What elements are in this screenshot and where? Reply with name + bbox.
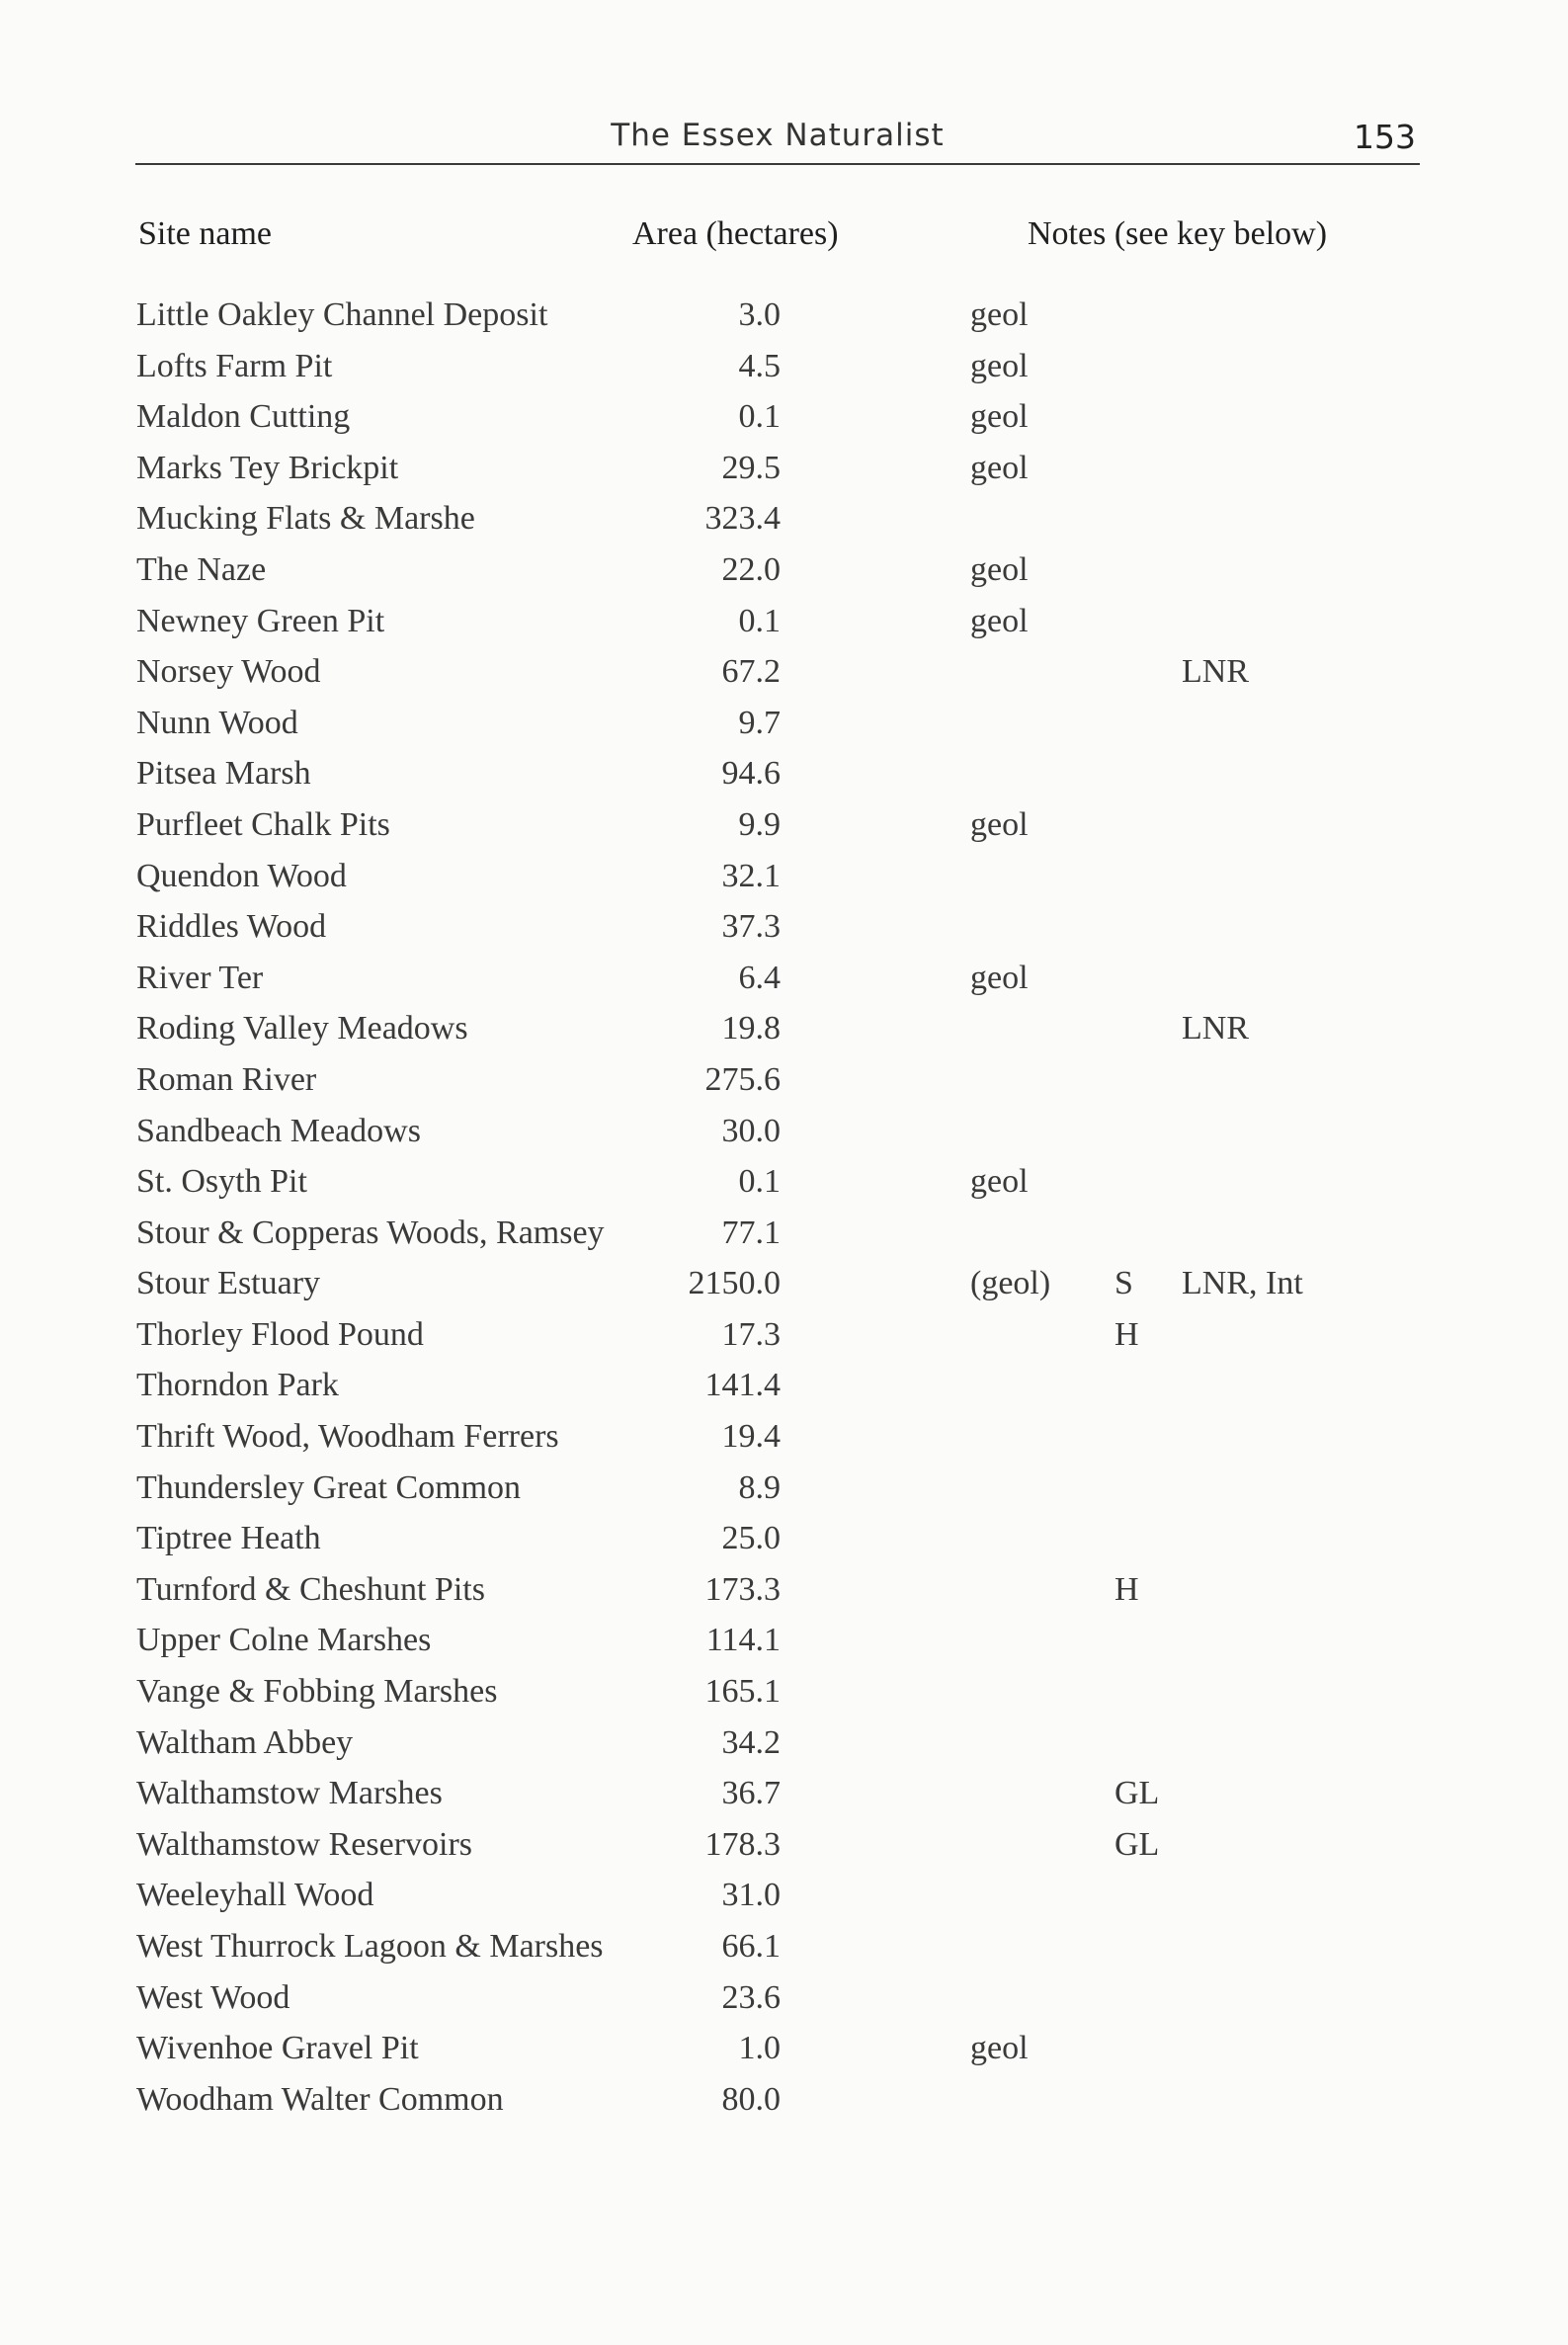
area-cell: 6.4 [738,959,781,996]
site-name-cell: West Thurrock Lagoon & Marshes [136,1928,604,1965]
area-cell: 34.2 [721,1723,781,1761]
site-name-cell: Little Oakley Channel Deposit [136,296,548,333]
area-cell: 30.0 [721,1112,781,1149]
table-row [0,1367,1568,1418]
area-cell: 22.0 [721,550,781,588]
table-row [0,2081,1568,2133]
geology-note-cell: geol [970,602,1029,639]
table-row [0,1316,1568,1368]
table-row [0,1826,1568,1878]
habitat-note-cell: H [1114,1315,1139,1353]
table-row [0,348,1568,399]
table-row [0,500,1568,551]
geology-note-cell: (geol) [970,1265,1051,1302]
area-cell: 23.6 [721,1978,781,2016]
area-cell: 77.1 [721,1214,781,1251]
site-name-cell: Wivenhoe Gravel Pit [136,2030,419,2067]
geology-note-cell: geol [970,1163,1029,1201]
site-table [0,296,1568,2132]
column-header-site-name: Site name [138,215,273,252]
site-name-cell: Upper Colne Marshes [136,1622,432,1659]
area-cell: 173.3 [704,1570,781,1608]
table-row [0,1622,1568,1673]
site-name-cell: Woodham Walter Common [136,2080,504,2118]
area-cell: 29.5 [721,449,781,486]
designation-note-cell: LNR [1182,1010,1249,1047]
area-cell: 0.1 [738,398,781,436]
journal-title: The Essex Naturalist [611,118,945,153]
table-row [0,653,1568,705]
site-name-cell: St. Osyth Pit [136,1163,307,1201]
area-cell: 25.0 [721,1520,781,1557]
site-name-cell: Quendon Wood [136,857,347,894]
table-row [0,705,1568,756]
site-name-cell: Marks Tey Brickpit [136,449,399,486]
habitat-note-cell: S [1114,1265,1133,1302]
table-row [0,1214,1568,1266]
area-cell: 31.0 [721,1877,781,1914]
site-name-cell: Pitsea Marsh [136,755,311,793]
site-name-cell: Stour & Copperas Woods, Ramsey [136,1214,605,1251]
area-cell: 17.3 [721,1315,781,1353]
site-name-cell: Turnford & Cheshunt Pits [136,1570,485,1608]
area-cell: 0.1 [738,602,781,639]
area-cell: 9.7 [738,704,781,741]
area-cell: 66.1 [721,1928,781,1965]
site-name-cell: Purfleet Chalk Pits [136,805,390,843]
area-cell: 32.1 [721,857,781,894]
site-name-cell: The Naze [136,550,267,588]
table-row [0,960,1568,1011]
area-cell: 36.7 [721,1775,781,1812]
area-cell: 80.0 [721,2080,781,2118]
table-row [0,1469,1568,1521]
site-name-cell: Thorndon Park [136,1367,339,1404]
table-row [0,398,1568,450]
area-cell: 67.2 [721,653,781,691]
area-cell: 3.0 [738,296,781,333]
geology-note-cell: geol [970,347,1029,384]
site-name-cell: Walthamstow Marshes [136,1775,443,1812]
table-row [0,296,1568,348]
area-cell: 165.1 [704,1673,781,1711]
site-name-cell: Thorley Flood Pound [136,1315,424,1353]
geology-note-cell: geol [970,398,1029,436]
table-row [0,1010,1568,1061]
table-row [0,1724,1568,1776]
site-name-cell: Riddles Wood [136,908,327,946]
table-row [0,1928,1568,1979]
site-name-cell: Waltham Abbey [136,1723,354,1761]
page-number: 153 [1354,118,1416,156]
table-row [0,1571,1568,1623]
area-cell: 141.4 [704,1367,781,1404]
designation-note-cell: LNR, Int [1182,1265,1303,1302]
site-name-cell: Tiptree Heath [136,1520,321,1557]
area-cell: 19.4 [721,1418,781,1456]
column-header-area: Area (hectares) [632,215,839,252]
area-cell: 9.9 [738,805,781,843]
site-name-cell: Weeleyhall Wood [136,1877,374,1914]
site-name-cell: Mucking Flats & Marshe [136,500,475,538]
geology-note-cell: geol [970,550,1029,588]
site-name-cell: Thrift Wood, Woodham Ferrers [136,1418,559,1456]
designation-note-cell: LNR [1182,653,1249,691]
table-row [0,1113,1568,1164]
table-row [0,858,1568,909]
table-row [0,1163,1568,1214]
area-cell: 323.4 [704,500,781,538]
table-row [0,551,1568,603]
area-cell: 2150.0 [688,1265,781,1302]
site-name-cell: Maldon Cutting [136,398,351,436]
table-row [0,1775,1568,1826]
site-name-cell: Thundersley Great Common [136,1468,522,1506]
table-row [0,1418,1568,1469]
site-name-cell: Newney Green Pit [136,602,385,639]
table-row [0,1979,1568,2031]
area-cell: 19.8 [721,1010,781,1047]
table-row [0,1265,1568,1316]
table-row [0,1673,1568,1724]
running-header [135,114,1420,165]
column-header-notes: Notes (see key below) [1028,215,1328,252]
area-cell: 178.3 [704,1825,781,1863]
geology-note-cell: geol [970,296,1029,333]
area-cell: 8.9 [738,1468,781,1506]
site-name-cell: River Ter [136,959,264,996]
area-cell: 37.3 [721,908,781,946]
site-name-cell: Lofts Farm Pit [136,347,333,384]
table-row [0,755,1568,806]
area-cell: 4.5 [738,347,781,384]
area-cell: 275.6 [704,1060,781,1098]
site-name-cell: Nunn Wood [136,704,298,741]
geology-note-cell: geol [970,805,1029,843]
table-row [0,450,1568,501]
habitat-note-cell: GL [1114,1775,1160,1812]
habitat-note-cell: GL [1114,1825,1160,1863]
area-cell: 1.0 [738,2030,781,2067]
site-name-cell: West Wood [136,1978,290,2016]
table-row [0,1877,1568,1928]
habitat-note-cell: H [1114,1570,1139,1608]
table-row [0,908,1568,960]
area-cell: 0.1 [738,1163,781,1201]
area-cell: 114.1 [705,1622,781,1659]
area-cell: 94.6 [721,755,781,793]
table-row [0,1061,1568,1113]
geology-note-cell: geol [970,959,1029,996]
site-name-cell: Sandbeach Meadows [136,1112,421,1149]
table-row [0,806,1568,858]
site-name-cell: Norsey Wood [136,653,321,691]
site-name-cell: Walthamstow Reservoirs [136,1825,473,1863]
site-name-cell: Roding Valley Meadows [136,1010,468,1047]
site-name-cell: Vange & Fobbing Marshes [136,1673,498,1711]
site-name-cell: Stour Estuary [136,1265,321,1302]
table-row [0,2030,1568,2081]
geology-note-cell: geol [970,449,1029,486]
table-row [0,603,1568,654]
geology-note-cell: geol [970,2030,1029,2067]
table-row [0,1520,1568,1571]
site-name-cell: Roman River [136,1060,317,1098]
